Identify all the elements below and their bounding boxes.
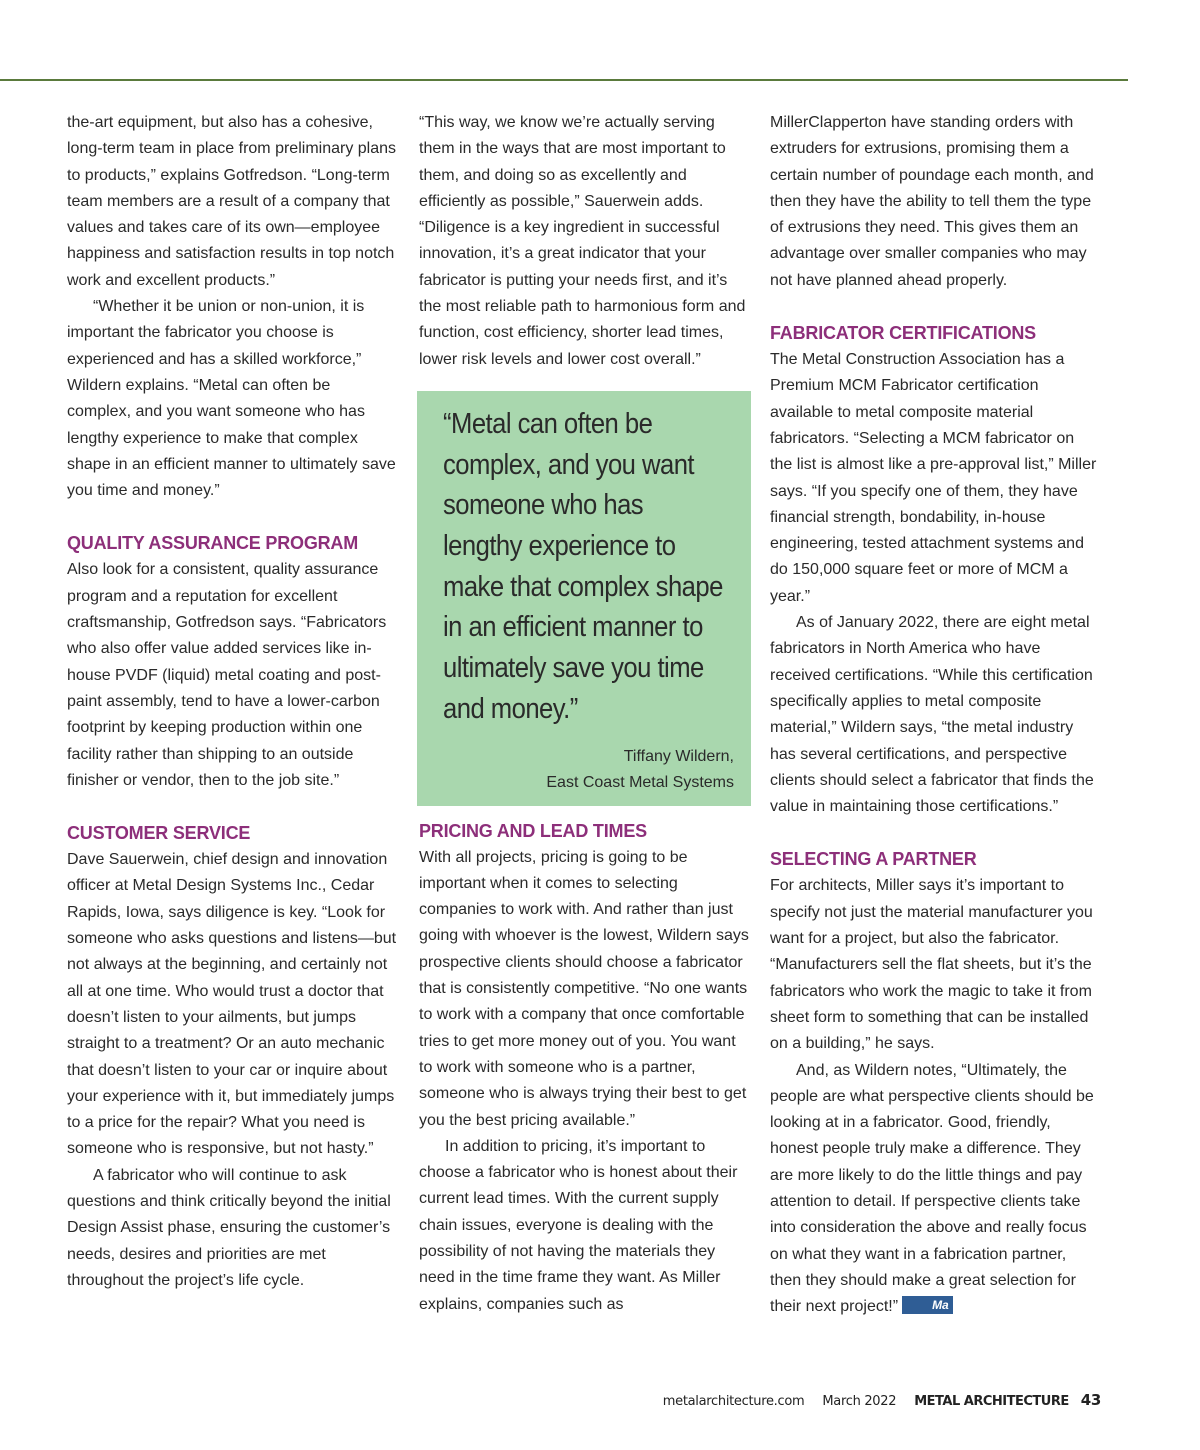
paragraph: For architects, Miller says it’s important to specify not just the material manufacturer you want for a project, but also the fabricator. “Manufacturers sell the flat sheets, but it’s the fabricators who work the magic to take it from sheet form to something that can be installed on a building,” he says. — [770, 877, 1093, 1053]
pull-quote-text: “Metal can often be complex, and you want someone who has lengthy experience to make that complex shape in an efficient manner to ultimately save you time and money.” — [443, 407, 723, 725]
section-heading-customer-service: CUSTOMER SERVICE — [67, 823, 251, 844]
paragraph: “Whether it be union or non-union, it is important the fabricator you choose is experienced and has a skilled workforce,” Wildern explains. “Metal can often be complex, and you want someone who has lengthy experience to make that complex shape in an efficient manner to ultimately save you time and money.” — [67, 298, 396, 500]
footer-date: March 2022 — [822, 1394, 897, 1409]
column-2 — [419, 110, 749, 1318]
section-heading-quality-assurance: QUALITY ASSURANCE PROGRAM — [67, 533, 359, 554]
end-mark-logo-icon: Ma — [902, 1296, 953, 1314]
section-heading-pricing: PRICING AND LEAD TIMES — [419, 820, 647, 841]
paragraph: Dave Sauerwein, chief design and innovation officer at Metal Design Systems Inc., Cedar Rapids, Iowa, says diligence is key. “Look for someone who asks questions and listens—but not always at the beginning, and certainly not all at one time. Who would trust a doctor that doesn’t listen to your ailments, but jumps straight to a treatment? Or an auto mechanic that doesn’t listen to your car or inquire about your experience with it, but immediately jumps to a price for the repair? What you need is someone who is responsive, but not hasty.” — [67, 851, 397, 1158]
page-footer — [663, 1391, 1101, 1409]
column-3 — [770, 110, 1100, 1320]
paragraph: In addition to pricing, it’s important to choose a fabricator who is honest about their current lead times. With the current supply chain issues, everyone is dealing with the possibility of not having the materials they need in the time frame they want. As Miller explains, companies such as — [419, 1137, 738, 1313]
paragraph: With all projects, pricing is going to be important when it comes to selecting companies to work with. And rather than just going with whoever is the lowest, Wildern says prospective clients should choose a fabricator that is consistently competitive. “No one wants to work with a company that once comfortable tries to get more money out of you. You want to work with someone who is a partner, someone who is always trying their best to get you the best pricing available.” — [419, 848, 749, 1129]
paragraph: Also look for a consistent, quality assurance program and a reputation for excellent craftsmanship, Gotfredson says. “Fabricators who also offer value added services like in-house PVDF (liquid) metal coating and post-paint assembly, tend to have a lower-carbon footprint by keeping production within one facility rather than shipping to an outside finisher or vendor, then to the job site.” — [67, 561, 387, 789]
footer-website: metalarchitecture.com — [662, 1394, 805, 1409]
page-number: 43 — [1080, 1391, 1101, 1409]
paragraph: The Metal Construction Association has a Premium MCM Fabricator certification available to metal composite material fabricators. “Selecting a MCM fabricator on the list is almost like a pre-approval list,” Miller says. “If you specify one of them, they have financial strength, bondability, in-house engineering, tested attachment systems and do 150,000 square feet or more of MCM a year.” — [770, 351, 1097, 605]
paragraph: the-art equipment, but also has a cohesive, long-term team in place from preliminary plans to products,” explains Gotfredson. “Long-term team members are a result of a company that values and takes care of its own—employee happiness and satisfaction results in top notch work and excellent products.” — [67, 114, 397, 289]
paragraph-text: And, as Wildern notes, “Ultimately, the people are what perspective clients should be looking at in a fabricator. Good, friendly, honest people truly make a difference. They are more likely to do the little things and pay attention to detail. If perspective clients take into consideration the above and really focus on what they want in a fabrication partner, then they should make a great selection for their next project!” — [770, 1061, 1094, 1316]
section-heading-certifications: FABRICATOR CERTIFICATIONS — [770, 323, 1036, 344]
paragraph — [770, 1058, 1100, 1321]
footer-publication: METAL ARCHITECTURE — [914, 1394, 1069, 1409]
attribution-name: Tiffany Wildern, — [623, 747, 734, 765]
paragraph: A fabricator who will continue to ask questions and think critically beyond the initial Design Assist phase, ensuring the customer’s needs, desires and priorities are met throughout the project’s life cycle. — [67, 1166, 391, 1289]
paragraph: “This way, we know we’re actually serving them in the ways that are most important to them, and doing so as excellently and efficiently as possible,” Sauerwein adds. “Diligence is a key ingredient in successful innovation, it’s a great indicator that your fabricator is putting your needs first, and it’s the most reliable path to harmonious form and function, cost efficiency, shorter lead times, lower risk levels and lower cost overall.” — [419, 114, 746, 368]
paragraph: MillerClapperton have standing orders with extruders for extrusions, promising them a certain number of poundage each month, and then they have the ability to tell them the type of extrusions they need. This gives them an advantage over smaller companies who may not have planned ahead properly. — [770, 114, 1094, 289]
column-1 — [67, 110, 397, 1294]
pull-quote — [417, 391, 751, 806]
paragraph: As of January 2022, there are eight metal fabricators in North America who have received certifications. “While this certification specifically applies to metal composite material,” Wildern says, “the metal industry has several certifications, and perspective clients should select a fabricator that finds the value in maintaining those certifications.” — [770, 614, 1094, 816]
header-rule — [0, 79, 1128, 81]
attribution-company: East Coast Metal Systems — [546, 773, 734, 791]
section-heading-selecting-partner: SELECTING A PARTNER — [770, 849, 977, 870]
pull-quote-attribution — [443, 744, 734, 796]
